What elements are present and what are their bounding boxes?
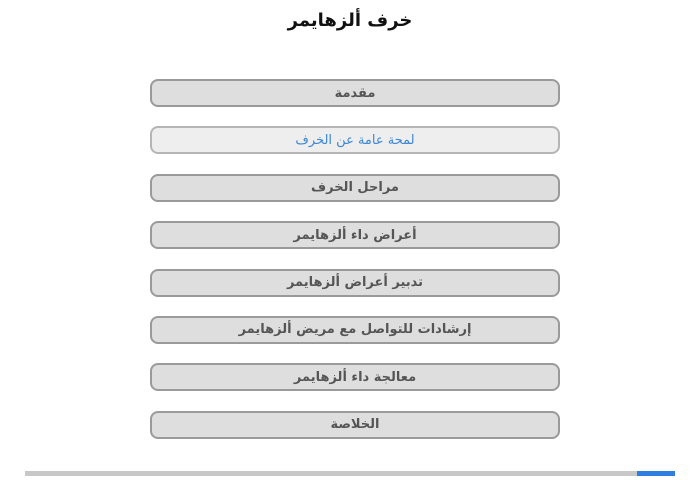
progress-bar-fill — [637, 471, 675, 476]
menu-item-communication-tips[interactable]: إرشادات للتواصل مع مريض ألزهايمر — [150, 316, 560, 344]
menu-item-symptom-management[interactable]: تدبير أعراض ألزهايمر — [150, 269, 560, 297]
menu-item-alzheimer-treatment[interactable]: معالجة داء ألزهايمر — [150, 363, 560, 391]
menu-item-conclusion[interactable]: الخلاصة — [150, 411, 560, 439]
menu-item-dementia-overview[interactable]: لمحة عامة عن الخرف — [150, 126, 560, 154]
menu-item-dementia-stages[interactable]: مراحل الخرف — [150, 174, 560, 202]
progress-bar — [25, 471, 675, 476]
menu-item-alzheimer-symptoms[interactable]: أعراض داء ألزهايمر — [150, 221, 560, 249]
page-title: خرف ألزهايمر — [287, 10, 413, 31]
menu-item-introduction[interactable]: مقدمة — [150, 79, 560, 107]
chapter-menu — [150, 79, 560, 458]
